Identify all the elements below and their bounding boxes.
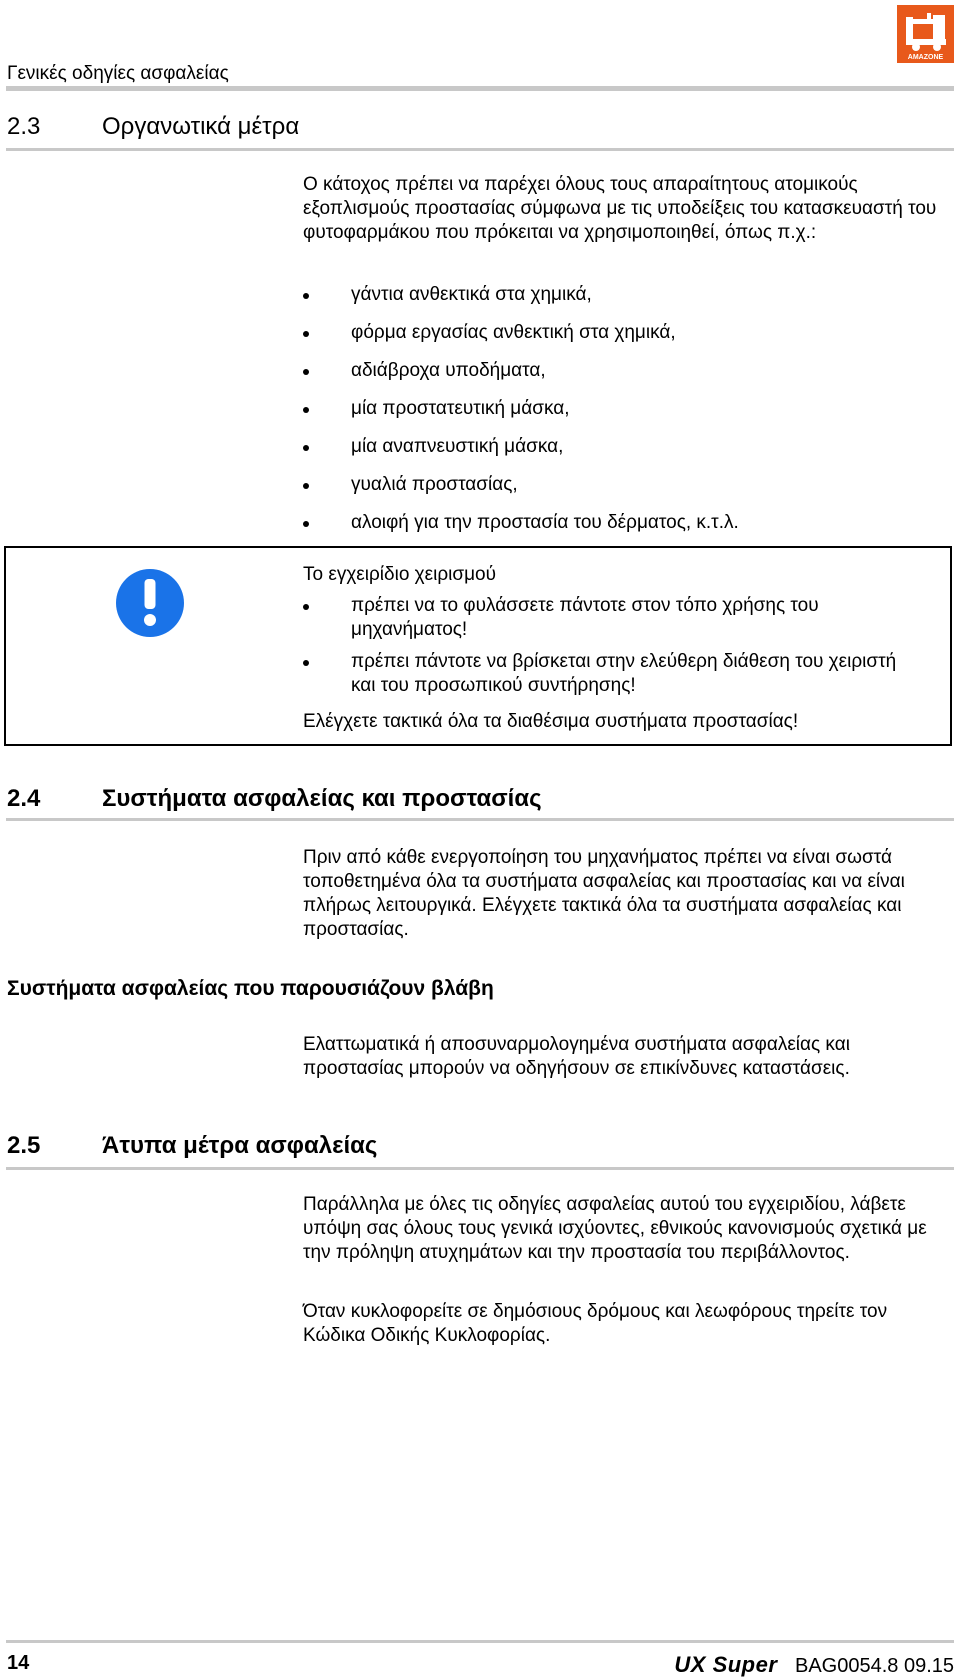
amazone-logo <box>897 5 954 63</box>
section-title: Συστήματα ασφαλείας και προστασίας <box>102 785 542 812</box>
list-item: αδιάβροχα υποδήματα, <box>303 359 943 383</box>
exclamation-circle-icon <box>114 567 186 639</box>
list-item: πρέπει να το φυλάσσετε πάντοτε στον τόπο χρήσης του μηχανήματος! <box>303 594 923 642</box>
section-2-5-body-2: Όταν κυκλοφορείτε σε δημόσιους δρόμους και λεωφόρους τηρείτε τον Κώδικα Οδικής Κυκλοφορίας. <box>303 1301 888 1346</box>
section-divider <box>6 148 954 151</box>
section-number: 2.5 <box>7 1132 41 1159</box>
note-list <box>303 594 923 698</box>
footer-model: UX Super <box>674 1652 778 1677</box>
bullet-icon <box>303 521 309 527</box>
bullet-icon <box>303 604 309 610</box>
footer-divider <box>6 1640 954 1643</box>
list-item: γάντια ανθεκτικά στα χημικά, <box>303 283 943 307</box>
page-number: 14 <box>7 1652 30 1674</box>
section-title: Οργανωτικά μέτρα <box>102 113 300 140</box>
section-divider <box>6 818 954 821</box>
bullet-icon <box>303 293 309 299</box>
subheading-damaged-systems: Συστήματα ασφαλείας που παρουσιάζουν βλάβη <box>7 977 494 1000</box>
bullet-icon <box>303 445 309 451</box>
list-item: αλοιφή για την προστασία του δέρματος, κ.τ.λ. <box>303 511 943 535</box>
section-2-4-body: Πριν από κάθε ενεργοποίηση του μηχανήματος πρέπει να είναι σωστά τοποθετημένα όλα τα συστήματα ασφαλείας και προστασίας και να είναι πλήρως λειτουργικά. Ελέγχετε τακτικά όλα τα συστήματα ασφαλείας και προστασίας. <box>303 847 905 940</box>
section-number: 2.3 <box>7 113 41 140</box>
running-header-title: Γενικές οδηγίες ασφαλείας <box>7 63 229 84</box>
list-item: μία προστατευτική μάσκα, <box>303 397 943 421</box>
section-number: 2.4 <box>7 785 41 812</box>
section-2-4-sub-body: Ελαττωματικά ή αποσυναρμολογημένα συστήματα ασφαλείας και προστασίας μπορούν να οδηγήσουν σε επικίνδυνες καταστάσεις. <box>303 1034 850 1079</box>
section-heading-2-3 <box>7 113 907 143</box>
list-item: φόρμα εργασίας ανθεκτική στα χημικά, <box>303 321 943 345</box>
list-item: γυαλιά προστασίας, <box>303 473 943 497</box>
section-heading-2-4 <box>7 785 907 815</box>
bullet-icon <box>303 331 309 337</box>
footer-doc-code: BAG0054.8 09.15 <box>794 1655 954 1677</box>
section-2-5-body-1: Παράλληλα με όλες τις οδηγίες ασφαλείας αυτού του εγχειριδίου, λάβετε υπόψη σας όλους τους γενικά ισχύοντες, εθνικούς κανονισμούς σχετικά με την πρόληψη ατυχημάτων και την προστασία του περιβάλλοντος. <box>303 1194 927 1263</box>
footer-doc-info <box>674 1652 954 1678</box>
list-item: μία αναπνευστική μάσκα, <box>303 435 943 459</box>
bullet-icon <box>303 369 309 375</box>
list-item: πρέπει πάντοτε να βρίσκεται στην ελεύθερη διάθεση του χειριστή και του προσωπικού συντήρησης! <box>303 650 923 698</box>
bullet-icon <box>303 660 309 666</box>
header-divider <box>6 86 954 91</box>
section-2-3-intro: Ο κάτοχος πρέπει να παρέχει όλους τους απαραίτητους ατομικούς εξοπλισμούς προστασίας σύμφωνα με τις υποδείξεις του κατασκευαστή του φυτοφαρμάκου που πρόκειται να χρησιμοποιηθεί, όπως π.χ.: <box>303 174 937 243</box>
ppe-list <box>303 283 943 535</box>
section-title: Άτυπα μέτρα ασφαλείας <box>102 1132 378 1159</box>
note-closing: Ελέγχετε τακτικά όλα τα διαθέσιμα συστήματα προστασίας! <box>303 711 799 732</box>
section-divider <box>6 1167 954 1170</box>
bullet-icon <box>303 483 309 489</box>
note-lead: Το εγχειρίδιο χειρισμού <box>303 564 496 585</box>
bullet-icon <box>303 407 309 413</box>
section-heading-2-5 <box>7 1132 907 1162</box>
logo-text: AMAZONE <box>907 54 944 61</box>
